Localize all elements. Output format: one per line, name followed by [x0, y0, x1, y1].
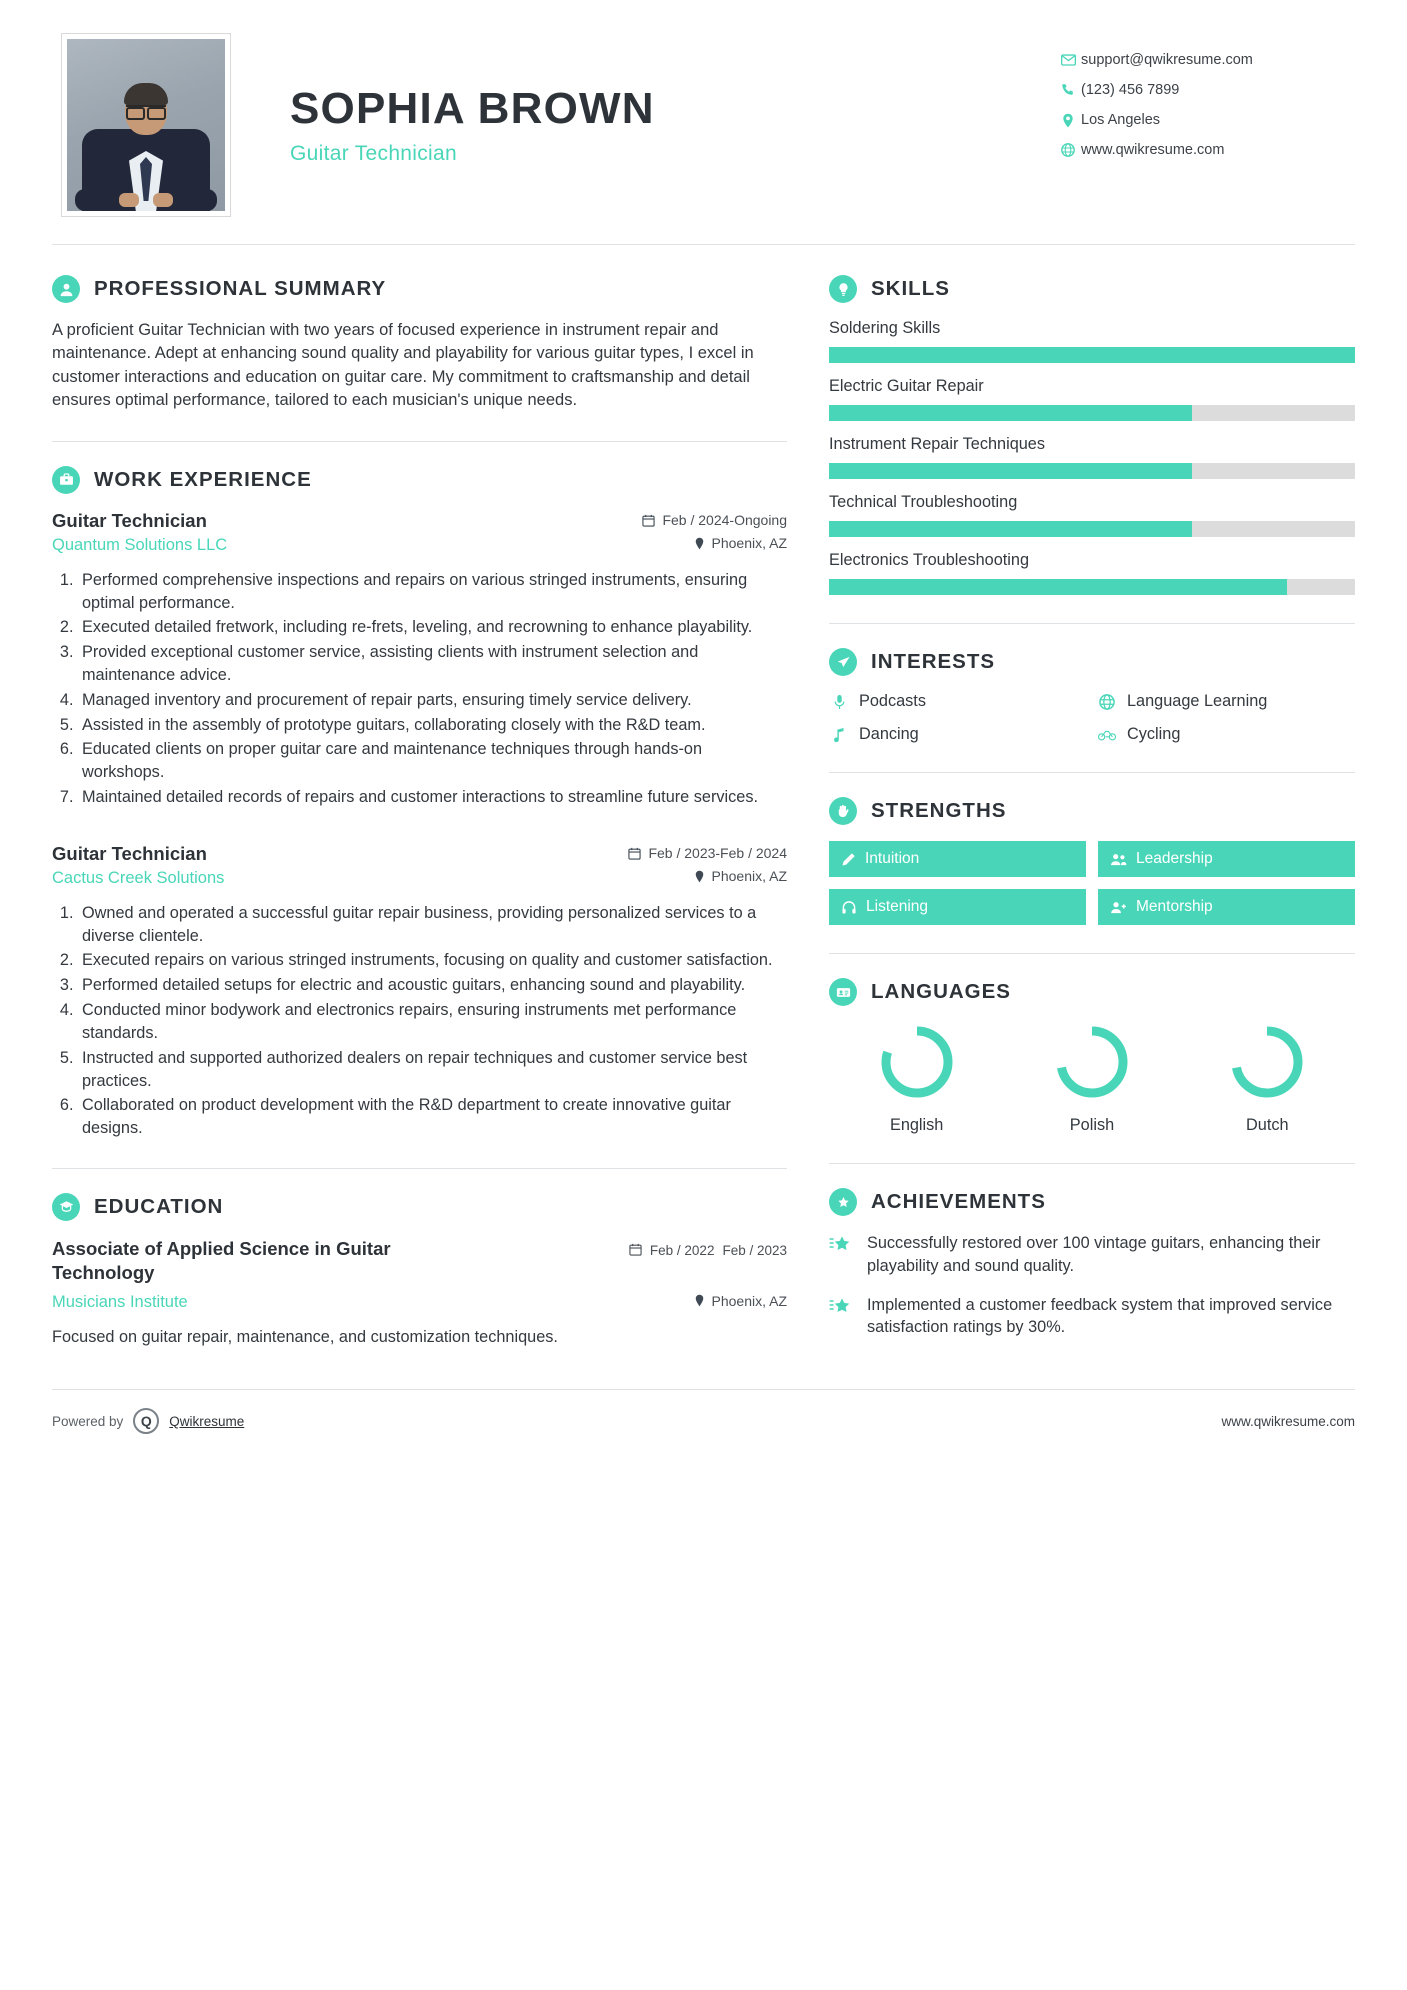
skill-bar-fill [829, 463, 1192, 479]
contact-email [1055, 52, 1355, 68]
achievement-item [829, 1294, 1355, 1340]
skill-bar-fill [829, 405, 1192, 421]
skill-item [829, 377, 1355, 421]
section-title-summary: PROFESSIONAL SUMMARY [94, 277, 387, 300]
divider [829, 1163, 1355, 1164]
list-item: 3. Performed detailed setups for electric and acoustic guitars, enhancing sound and playability. [78, 974, 787, 997]
skill-bar-track [829, 405, 1355, 421]
briefcase-icon [52, 466, 80, 494]
interest-label: Language Learning [1127, 692, 1268, 710]
language-progress-ring [1227, 1022, 1307, 1102]
list-item: 3. Provided exceptional customer service, assisting clients with instrument selection and maintenance advice. [78, 641, 787, 687]
job-dates [642, 512, 787, 528]
skill-bar-fill [829, 579, 1287, 595]
user-plus-icon [1110, 900, 1127, 915]
job-dates [628, 845, 787, 861]
section-title-skills: SKILLS [871, 277, 950, 300]
education-entry [52, 1237, 787, 1285]
strength-item [1098, 841, 1355, 877]
education-date-start: Feb / 2022 [649, 1243, 715, 1259]
header-divider [52, 244, 1355, 245]
hand-icon [829, 797, 857, 825]
right-column [829, 275, 1355, 1355]
phone-icon [1055, 83, 1081, 97]
calendar-icon [642, 514, 655, 527]
list-item: 4. Conducted minor bodywork and electronics repairs, ensuring instruments met performance standards. [78, 999, 787, 1045]
music-note-icon [829, 727, 849, 743]
section-title-experience: WORK EXPERIENCE [94, 467, 312, 491]
skill-bar-track [829, 463, 1355, 479]
qwikresume-logo-icon [133, 1408, 159, 1434]
language-label: Polish [1069, 1116, 1115, 1134]
strengths-list [829, 841, 1355, 925]
list-item: 1. Owned and operated a successful guitar repair business, providing personalized services to a diverse clientele. [78, 902, 787, 948]
contact-website-text: www.qwikresume.com [1081, 142, 1225, 158]
list-item: 4. Managed inventory and procurement of repair parts, ensuring timely service delivery. [78, 689, 787, 712]
resume-body [52, 275, 1355, 1355]
summary-text: A proficient Guitar Technician with two years of focused experience in instrument repair and maintenance. Adept at enhancing sound quality and playability for various guitar types, I excel in customer interactions and education on guitar care. My commitment to craftsmanship and detail ensures optimal performance, tailored to each musician's unique needs. [52, 321, 754, 410]
page-title: SOPHIA BROWN [290, 84, 655, 133]
job-bullets [78, 569, 787, 809]
id-card-icon [829, 978, 857, 1006]
send-icon [829, 648, 857, 676]
interest-item [829, 692, 1087, 711]
map-marker-icon [694, 870, 705, 883]
achievement-text: Successfully restored over 100 vintage guitars, enhancing their playability and sound quality. [867, 1234, 1321, 1275]
pen-icon [841, 852, 856, 867]
job-location-text: Phoenix, AZ [711, 535, 787, 552]
skill-bar-fill [829, 347, 1355, 363]
microphone-icon [829, 694, 849, 710]
name-block [230, 34, 1055, 166]
footer-website: www.qwikresume.com [1221, 1413, 1355, 1429]
avatar [62, 34, 230, 216]
section-header-languages [829, 978, 1355, 1006]
skill-item [829, 551, 1355, 595]
strength-label: Mentorship [1136, 898, 1213, 915]
interest-label: Podcasts [859, 692, 926, 710]
interest-item [829, 725, 1087, 744]
language-item [1227, 1022, 1307, 1135]
interest-item [1097, 692, 1355, 711]
headphones-icon [841, 900, 857, 915]
job-bullets [78, 902, 787, 1140]
list-item: 1. Performed comprehensive inspections and repairs on various stringed instruments, ensuring optimal performance. [78, 569, 787, 615]
section-header-strengths [829, 797, 1355, 825]
achievement-item [829, 1232, 1355, 1278]
contact-website [1055, 142, 1355, 158]
skill-bar-track [829, 347, 1355, 363]
strength-label: Intuition [865, 850, 920, 867]
skill-item [829, 319, 1355, 363]
divider [52, 441, 787, 442]
list-item: 7. Maintained detailed records of repairs and customer interactions to streamline future services. [78, 786, 787, 809]
calendar-icon [629, 1243, 642, 1260]
strength-label: Listening [866, 898, 929, 915]
language-progress-ring [1052, 1022, 1132, 1102]
section-title-achievements: ACHIEVEMENTS [871, 1190, 1046, 1213]
experience-entry [52, 510, 787, 809]
divider [52, 1168, 787, 1169]
strength-item [1098, 889, 1355, 925]
language-progress-ring [877, 1022, 957, 1102]
star-icon [829, 1294, 855, 1340]
list-item: 2. Executed detailed fretwork, including re-frets, leveling, and recrowning to enhance playability. [78, 616, 787, 639]
skill-label: Electronics Troubleshooting [829, 551, 1030, 569]
section-title-strengths: STRENGTHS [871, 799, 1007, 822]
language-item [877, 1022, 957, 1135]
contact-phone [1055, 82, 1355, 98]
mail-icon [1055, 54, 1081, 66]
contact-location-text: Los Angeles [1081, 112, 1161, 128]
interests-list [829, 692, 1355, 744]
skill-label: Electric Guitar Repair [829, 377, 984, 395]
map-marker-icon [694, 537, 705, 550]
section-header-interests [829, 648, 1355, 676]
skill-bar-track [829, 521, 1355, 537]
job-location [694, 535, 788, 551]
job-company: Cactus Creek Solutions [52, 868, 225, 887]
map-marker-icon [694, 1294, 705, 1307]
job-dates-text: Feb / 2024-Ongoing [662, 512, 787, 529]
skill-bar-track [829, 579, 1355, 595]
experience-entry [52, 843, 787, 1140]
star-icon [829, 1232, 855, 1278]
language-label: Dutch [1246, 1116, 1289, 1134]
achievement-text: Implemented a customer feedback system that improved service satisfaction ratings by 30%. [867, 1295, 1333, 1337]
language-item [1052, 1022, 1132, 1135]
users-icon [1110, 852, 1127, 867]
job-role: Guitar Technician [52, 842, 207, 864]
section-title-education: EDUCATION [94, 1194, 224, 1218]
location-pin-icon [1055, 113, 1081, 128]
section-title-languages: LANGUAGES [871, 980, 1011, 1003]
section-header-achievements [829, 1188, 1355, 1216]
section-title-interests: INTERESTS [871, 650, 996, 673]
contact-location [1055, 112, 1355, 128]
interest-label: Cycling [1127, 725, 1181, 743]
graduation-cap-icon [52, 1193, 80, 1221]
user-icon [52, 275, 80, 303]
interest-item [1097, 725, 1355, 744]
divider [829, 623, 1355, 624]
logo-letter: Q [140, 1413, 152, 1430]
section-header-skills [829, 275, 1355, 303]
divider [829, 953, 1355, 954]
job-role: Guitar Technician [52, 509, 207, 531]
contact-phone-text: (123) 456 7899 [1081, 82, 1180, 98]
education-description: Focused on guitar repair, maintenance, and customization techniques. [52, 1328, 558, 1347]
languages-list [829, 1022, 1355, 1135]
job-location [694, 868, 788, 884]
star-badge-icon [829, 1188, 857, 1216]
skill-label: Instrument Repair Techniques [829, 435, 1045, 453]
section-header-experience [52, 466, 787, 494]
education-dates [629, 1237, 787, 1260]
page-footer [52, 1389, 1355, 1456]
job-title: Guitar Technician [290, 142, 457, 165]
job-company: Quantum Solutions LLC [52, 535, 228, 554]
job-dates-text: Feb / 2023-Feb / 2024 [648, 845, 787, 862]
list-item: 5. Assisted in the assembly of prototype guitars, collaborating closely with the R&D team. [78, 714, 787, 737]
education-location-text: Phoenix, AZ [711, 1292, 787, 1309]
education-school: Musicians Institute [52, 1293, 188, 1312]
bicycle-icon [1097, 728, 1117, 741]
interest-label: Dancing [859, 725, 919, 743]
strength-item [829, 889, 1086, 925]
section-header-education [52, 1193, 787, 1221]
globe-icon [1055, 143, 1081, 157]
qwikresume-link[interactable]: Qwikresume [169, 1413, 245, 1429]
skill-bar-fill [829, 521, 1192, 537]
strength-item [829, 841, 1086, 877]
list-item: 5. Instructed and supported authorized dealers on repair techniques and customer service best practices. [78, 1047, 787, 1093]
section-header-summary [52, 275, 787, 303]
education-date-end: Feb / 2023 [722, 1243, 787, 1259]
avatar-portrait [71, 83, 221, 211]
list-item: 6. Collaborated on product development with the R&D department to create innovative guitar designs. [78, 1094, 787, 1140]
contact-email-text: support@qwikresume.com [1081, 52, 1253, 68]
lightbulb-icon [829, 275, 857, 303]
skill-item [829, 435, 1355, 479]
globe-icon [1097, 694, 1117, 710]
education-degree: Associate of Applied Science in Guitar Technology [52, 1237, 391, 1283]
powered-by-block [52, 1408, 244, 1434]
skill-label: Technical Troubleshooting [829, 493, 1018, 511]
job-location-text: Phoenix, AZ [711, 868, 787, 885]
calendar-icon [628, 847, 641, 860]
divider [829, 772, 1355, 773]
list-item: 2. Executed repairs on various stringed instruments, focusing on quality and customer satisfaction. [78, 949, 787, 972]
language-label: English [889, 1116, 944, 1134]
left-column [52, 275, 787, 1355]
resume-header [52, 34, 1355, 244]
skill-item [829, 493, 1355, 537]
contact-list [1055, 34, 1355, 172]
education-location [694, 1293, 788, 1309]
list-item: 6. Educated clients on proper guitar care and maintenance techniques through hands-on workshops. [78, 738, 787, 784]
skill-label: Soldering Skills [829, 319, 941, 337]
strength-label: Leadership [1136, 850, 1213, 867]
powered-by-label: Powered by [52, 1413, 124, 1429]
